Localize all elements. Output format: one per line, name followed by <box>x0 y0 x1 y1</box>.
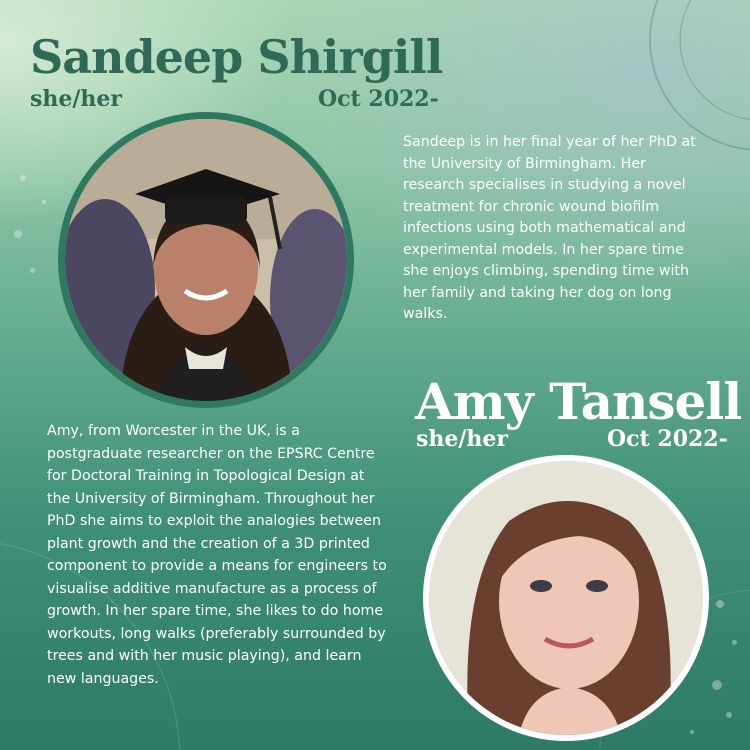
profile-name-amy: Amy Tansell <box>415 372 742 431</box>
bokeh-dot <box>30 268 35 273</box>
bokeh-dot <box>42 200 46 204</box>
portrait-illustration-amy <box>429 461 703 735</box>
bokeh-dot <box>14 230 22 238</box>
portrait-photo-amy <box>423 455 709 741</box>
profile-bio-sandeep: Sandeep is in her final year of her PhD at the University of Birmingham. Her research specialises in studying a novel treatment for chronic wound biofilm infections using both mathematical and experimental models. In her spare time she enjoys climbing, spending time with her family and taking her dog on long walks. <box>403 134 696 322</box>
profile-pronouns-amy: she/her <box>416 426 508 452</box>
portrait-photo-sandeep <box>58 112 354 408</box>
profile-bio-amy: Amy, from Worcester in the UK, is a postgraduate researcher on the EPSRC Centre for Doctoral Training in Topological Design at the University of Birmingham. Throughout her PhD she aims to exploit the analogies between plant growth and the creation of a 3D printed component to provide a means for engineers to visualise additive manufacture as a process of growth. In her spare time, she likes to do home workouts, long walks (preferably surrounded by trees and with her music playing), and learn new languages. <box>47 423 387 687</box>
bokeh-dot <box>726 712 732 718</box>
profile-name-sandeep: Sandeep Shirgill <box>30 30 443 84</box>
bokeh-dot <box>20 175 26 181</box>
profile-start-date-sandeep: Oct 2022- <box>318 86 439 112</box>
bokeh-dot <box>712 680 722 690</box>
bokeh-dot <box>732 640 737 645</box>
portrait-illustration-sandeep <box>65 119 347 401</box>
bokeh-dot <box>690 730 694 734</box>
profile-start-date-amy: Oct 2022- <box>607 426 728 452</box>
bokeh-dot <box>716 600 724 608</box>
profile-pronouns-sandeep: she/her <box>30 86 122 112</box>
